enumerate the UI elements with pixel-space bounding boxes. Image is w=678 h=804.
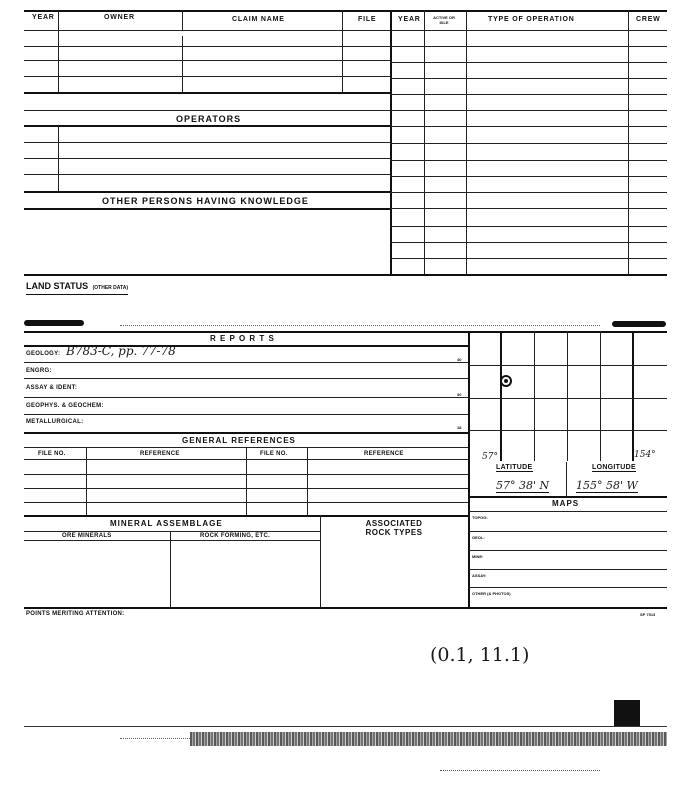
other-persons-label: OTHER PERSONS HAVING KNOWLEDGE	[102, 196, 309, 206]
header-claim-name: CLAIM NAME	[232, 16, 285, 23]
header-year: YEAR	[32, 14, 55, 21]
report-label-engrg: ENGRG:	[26, 368, 52, 374]
latitude-label: LATITUDE	[496, 464, 533, 471]
latitude-value: 57° 38' N	[496, 479, 550, 492]
header-owner: OWNER	[104, 14, 135, 21]
header-year-2: YEAR	[398, 16, 421, 23]
handwritten-coordinates: (0.1, 11.1)	[430, 644, 530, 666]
operators-label: OPERATORS	[176, 114, 242, 124]
form-number: SP 7513	[640, 612, 656, 617]
general-references-title: GENERAL REFERENCES	[182, 436, 296, 445]
report-label-metallurgical: METALLURGICAL:	[26, 419, 84, 425]
report-label-geology: GEOLOGY:	[26, 351, 61, 357]
lat-tick-left: 57°	[482, 452, 498, 462]
longitude-label: LONGITUDE	[592, 464, 636, 471]
land-status-sub: (OTHER DATA)	[92, 285, 128, 291]
land-status-label: LAND STATUS	[26, 281, 89, 291]
header-crew: CREW	[636, 16, 661, 23]
rock-forming-label: ROCK FORMING, ETC.	[200, 533, 271, 539]
lon-tick-right: 154°	[634, 450, 656, 460]
associated-rock-types-label: ASSOCIATED ROCK TYPES	[365, 519, 423, 537]
land-status	[26, 276, 128, 295]
header-file: FILE	[358, 16, 377, 23]
map-row-topog: TOPOG:	[472, 515, 488, 520]
header-type-of-operation: TYPE OF OPERATION	[488, 16, 575, 23]
ore-minerals-label: ORE MINERALS	[62, 533, 112, 539]
ref-header-reference-1: REFERENCE	[140, 451, 180, 457]
location-dot-icon	[500, 375, 512, 387]
map-row-mine: MINE:	[472, 554, 484, 559]
report-label-assay: ASSAY & IDENT:	[26, 385, 78, 391]
ref-header-reference-2: REFERENCE	[364, 451, 404, 457]
report-code-geology: 40	[457, 357, 462, 362]
points-meriting-attention-label: POINTS MERITING ATTENTION:	[26, 611, 125, 617]
maps-title: MAPS	[552, 499, 580, 508]
reports-title: R E P O R T S	[210, 334, 275, 343]
report-code-metallurgical: 18	[457, 425, 462, 430]
report-label-geophys: GEOPHYS. & GEOCHEM:	[26, 403, 104, 409]
mineral-assemblage-title: MINERAL ASSEMBLAGE	[110, 519, 223, 528]
map-row-assay: ASSAY:	[472, 573, 487, 578]
report-value-geology: B783-C, pp. 77-78	[66, 344, 176, 358]
longitude-value: 155° 58' W	[576, 479, 638, 492]
report-code-assay: 30	[457, 392, 462, 397]
header-active-or-idle: ACTIVE OR IDLE	[433, 15, 455, 25]
ref-header-file-no-1: FILE NO.	[38, 451, 66, 457]
map-row-other-photos: OTHER (& PHOTOS)	[472, 591, 511, 596]
map-row-geol: GEOL:	[472, 535, 485, 540]
ref-header-file-no-2: FILE NO.	[260, 451, 288, 457]
